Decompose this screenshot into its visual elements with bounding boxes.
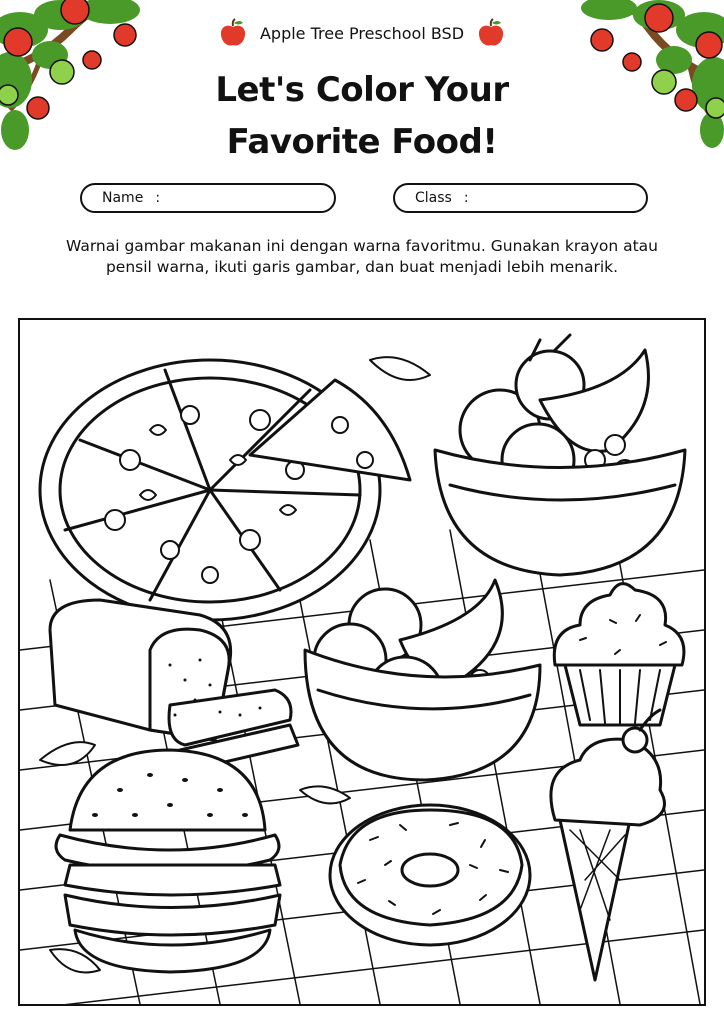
- apple-icon: [218, 18, 248, 48]
- apple-icon: [476, 18, 506, 48]
- burger-icon: [56, 750, 280, 972]
- name-field[interactable]: [80, 183, 336, 213]
- title-line-2: Favorite Food!: [226, 122, 498, 162]
- donut-icon: [330, 805, 530, 945]
- name-separator: :: [155, 190, 161, 206]
- school-name: Apple Tree Preschool BSD: [259, 23, 465, 43]
- instructions-line-1: Warnai gambar makanan ini dengan warna favoritmu. Gunakan krayon atau: [65, 237, 658, 255]
- name-label: Name: [102, 190, 144, 206]
- pizza-icon: [40, 360, 410, 620]
- class-separator: :: [463, 190, 469, 206]
- instructions-text: [30, 236, 694, 278]
- fruit-bowl-center-icon: [305, 580, 540, 780]
- school-header: [0, 18, 724, 48]
- page-title: [0, 64, 724, 168]
- instructions-line-2: pensil warna, ikuti garis gambar, dan buat menjadi lebih menarik.: [105, 258, 619, 276]
- title-line-1: Let's Color Your: [215, 70, 509, 110]
- fruit-bowl-icon: [435, 335, 685, 575]
- class-label: Class: [415, 190, 452, 206]
- class-field[interactable]: [393, 183, 648, 213]
- coloring-area[interactable]: [18, 318, 706, 1006]
- cupcake-icon: [554, 584, 684, 725]
